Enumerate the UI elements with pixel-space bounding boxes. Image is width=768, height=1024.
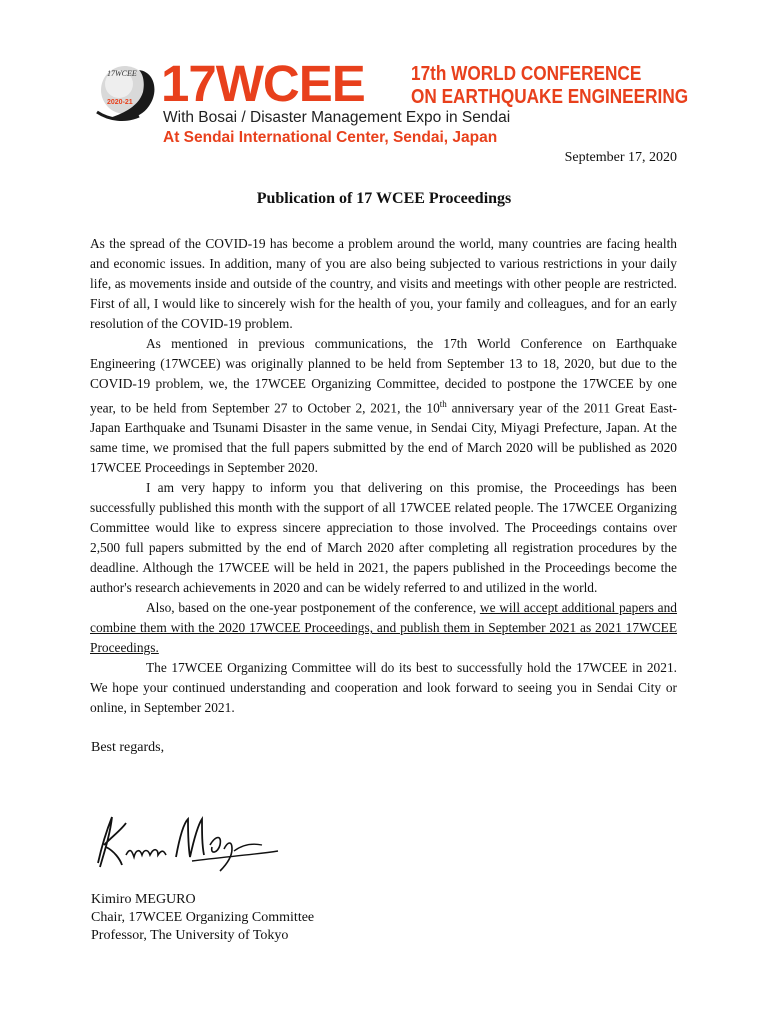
signer-name: Kimiro MEGURO — [91, 892, 196, 907]
logo-small-text: 17WCEE — [107, 69, 137, 78]
expo-subtitle: With Bosai / Disaster Management Expo in Sendai — [163, 109, 511, 126]
conference-logo-icon — [95, 62, 163, 124]
signer-affiliation: Professor, The University of Tokyo — [91, 928, 289, 943]
conference-title-line2: ON EARTHQUAKE ENGINEERING — [411, 86, 689, 108]
signature-image — [92, 805, 282, 885]
logo-wordmark: 17WCEE — [161, 55, 365, 112]
letterhead — [95, 55, 689, 150]
paragraph-2-part-a: As mentioned in previous communications, the 17th World Conference on Earthquake Engineering (17WCEE) was originally planned to be held from September 13 to 18, 2020, but due to the COVID-19 problem, we, the 17WCEE Organizing Committee, decided to postpone the 17WCEE by one year, to be held from September 27 to October 2, 2021, the 10 — [90, 336, 677, 416]
letter-body — [90, 234, 677, 718]
signer-role: Chair, 17WCEE Organizing Committee — [91, 910, 315, 925]
signer-block — [91, 891, 314, 945]
letter-date: September 17, 2020 — [564, 150, 677, 165]
conference-title — [411, 63, 688, 109]
paragraph-4 — [90, 598, 677, 658]
ordinal-suffix: th — [439, 399, 447, 409]
paragraph-3: I am very happy to inform you that delivering on this promise, the Proceedings has been successfully published this month with the support of all 17WCEE related people. The 17WCEE Organizing Committee would like to express sincere appreciation to those involved. The Proceedings contains over 2,500 full papers submitted by the end of March 2020 after completing all registration procedures by the deadline. Although the 17WCEE will be held in 2021, the papers published in the Proceedings become the author's research achievements in 2020 and can be widely referred to and utilized in the world. — [90, 480, 677, 596]
conference-title-line1: 17th WORLD CONFERENCE — [411, 63, 642, 85]
paragraph-5: The 17WCEE Organizing Committee will do its best to successfully hold the 17WCEE in 2021. We hope your continued understanding and cooperation and look forward to seeing you in Sendai City or online, in September 2021. — [90, 660, 677, 716]
paragraph-4-underlined: we will accept additional papers and combine them with the 2020 17WCEE Proceedings, and publish them in September 2021 as 2021 17WCEE Proceedings. — [90, 600, 677, 656]
paragraph-1: As the spread of the COVID-19 has become a problem around the world, many countries are facing health and economic issues. In addition, many of you are also being subjected to various restrictions in your daily life, as movements inside and outside of the country, and visits and meetings with other people are restricted. First of all, I would like to sincerely wish for the health of you, your family and colleagues, and for an early resolution of the COVID-19 problem. — [90, 236, 677, 331]
paragraph-4-part-a: Also, based on the one-year postponement of the conference, — [146, 600, 480, 616]
closing: Best regards, — [91, 740, 165, 755]
paragraph-2 — [90, 334, 677, 478]
logo-years: 2020-21 — [107, 99, 133, 106]
paragraph-2-part-b: anniversary year of the 2011 Great East-Japan Earthquake and Tsunami Disaster in the same venue, in Sendai City, Miyagi Prefecture, Japan. At the same time, we promised that the full papers submitted by the end of March 2020 will be published as 2020 17WCEE Proceedings in September 2020. — [90, 400, 678, 476]
letter-title: Publication of 17 WCEE Proceedings — [256, 190, 512, 207]
venue-line: At Sendai International Center, Sendai, Japan — [163, 129, 498, 146]
